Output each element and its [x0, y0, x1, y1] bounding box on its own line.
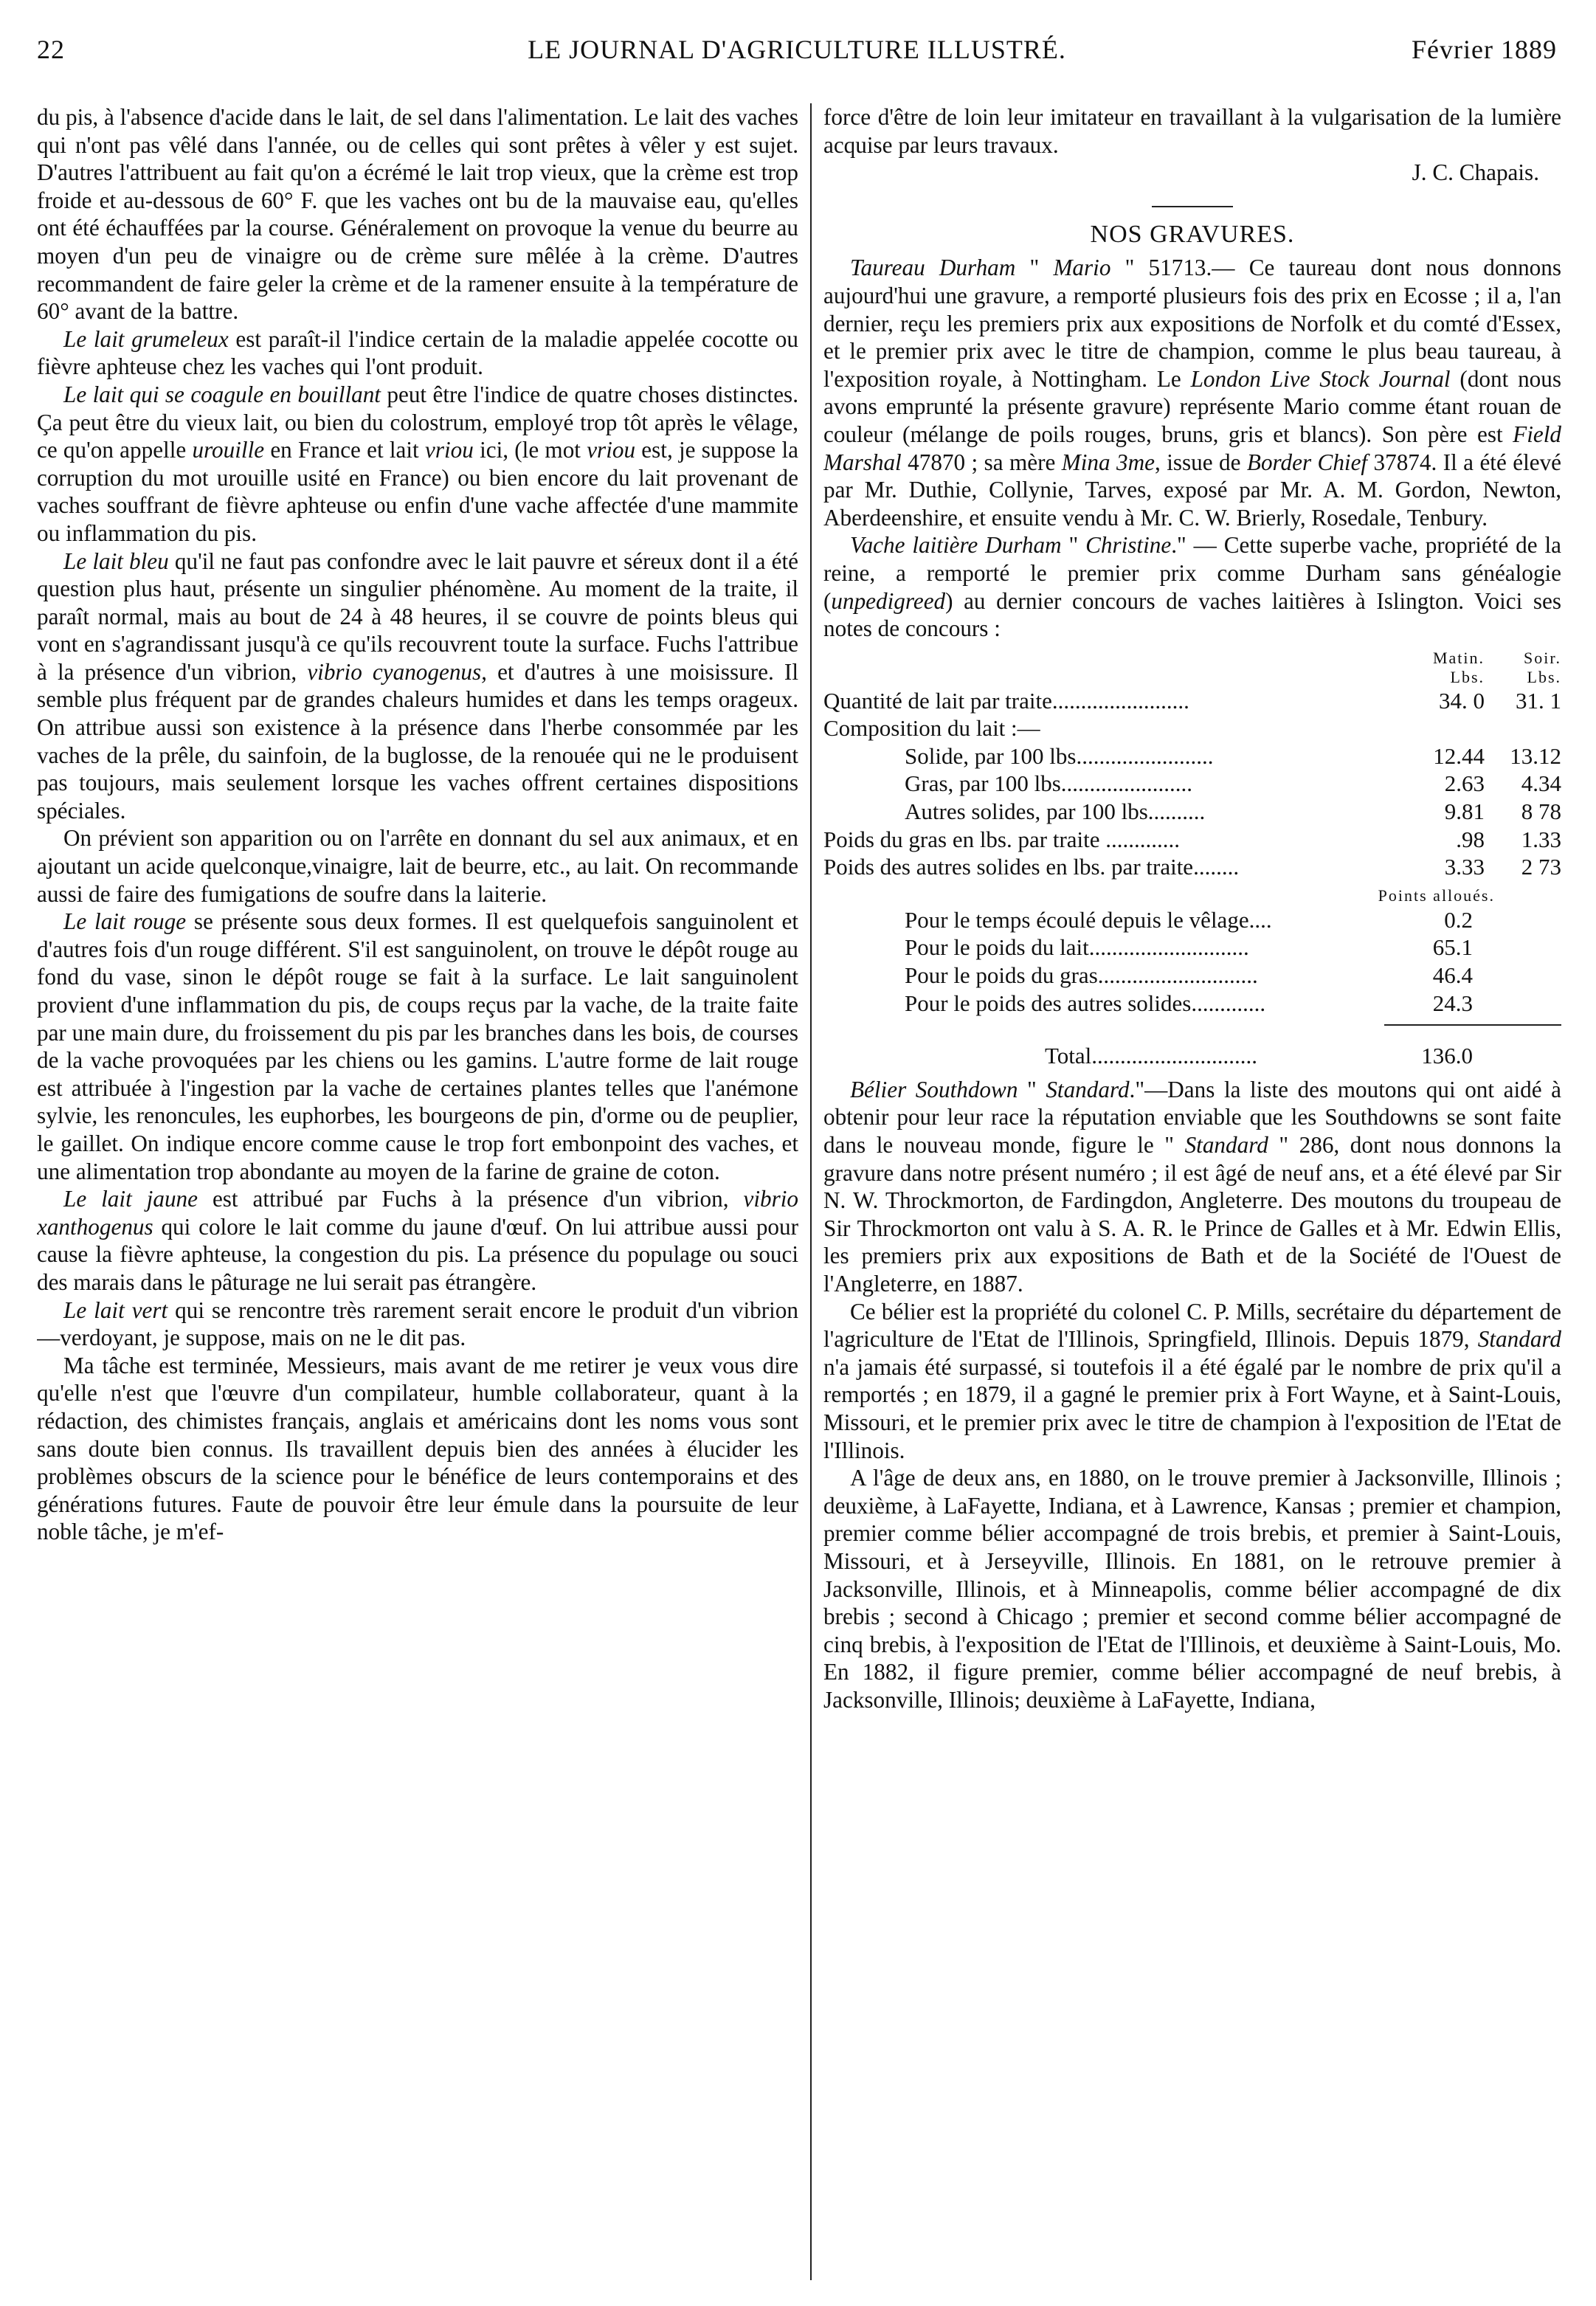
text-segment: du pis, à l'absence d'acide dans le lait, de sel dans l'alimentation. Le lait des vaches qui n'ont pas vêlé dans l'année, ou de celles qui sont prêtes à vêler y est sujet. D'autres l'attribuent au fait qu'on a écrémé le lait trop vieux, que la crème est trop froide et au-dessous de 60° F. que les vaches ont bu de la mauvaise eau, qu'elles ont été échauffées par la course. Généralement on provoque la venue du beurre au moyen d'un peu de vinaigre ou de crème sure mêlée à la crème. D'autres recommandent de faire geler la crème et de la ramener ensuite à la température de 60° avant de la battre. [37, 104, 798, 325]
column-divider [810, 103, 812, 2280]
italic-text: Bélier Southdown [850, 1076, 1018, 1102]
matin-value: 9.81 [1444, 798, 1485, 825]
text-segment: et d'autres à une moisissure. Il semble plus fréquent par de grandes chaleurs humides et dans les temps orageux. On attribue aussi son existence à la présence dans l'herbe consommée par les vaches de la prêle, du sainfoin, de la buglosse, de la renouée qui ne le produisent pas toujours, mais seulement lorsque les vaches offrent certaines dispositions spéciales. [37, 658, 798, 824]
paragraph [37, 1352, 798, 1546]
points-row [823, 906, 1561, 934]
text-segment: peut être l'indice de quatre choses distinctes. Ça peut être du vieux lait, ou bien du colostrum, employé trop tôt après le vêlage, ce qu'on appelle [37, 381, 798, 463]
points-label: Pour le poids du gras............................ [905, 962, 1258, 989]
table-row [823, 853, 1561, 881]
soir-value: 4.34 [1521, 770, 1561, 797]
text-segment: est, je suppose la corruption du mot urouille usité en France) ou bien encore du lait provenant de vaches souffrant de fièvre aphteuse ou enfin d'une vache affectée d'une mammite ou inflammation du pis. [37, 437, 798, 546]
matin-value: 2.63 [1444, 770, 1485, 797]
points-label: Pour le poids du lait............................ [905, 934, 1249, 961]
soir-value: 1.33 [1521, 826, 1561, 852]
total-value: 136.0 [1421, 1043, 1473, 1069]
italic-text: Border Chief [1246, 449, 1368, 475]
paragraph [37, 1297, 798, 1352]
italic-text: Le lait vert [63, 1297, 168, 1323]
soir-value: 2 73 [1521, 854, 1561, 880]
text-segment: A l'âge de deux ans, en 1880, on le trouve premier à Jacksonville, Illinois ; deuxième, à LaFayette, Indiana, et à Lawrence, Kansas ; premier et champion, premier comme bélier accompagné de trois brebis, et premier à Saint-Louis, Missouri, et à Jerseyville, Illinois. En 1881, on le retrouve premier à Jacksonville, Illinois, et à Minneapolis, comme bélier accompagné de dix brebis ; second à Chicago ; premier et second comme bélier accompagné de cinq brebis, à l'exposition de l'Etat de l'Illinois, et deuxième à Saint-Louis, Mo. En 1882, il figure premier, comme bélier accompagné de neuf brebis, à Jacksonville, Illinois; deuxième à LaFayette, Indiana, [823, 1465, 1561, 1713]
table-row [823, 826, 1561, 854]
journal-title: LE JOURNAL D'AGRICULTURE ILLUSTRÉ. [528, 35, 1066, 64]
text-segment: se présente sous deux formes. Il est quelquefois sanguinolent et d'autres fois d'un rouge différent. S'il est sanguinolent, on trouve le dépôt rouge au fond du vase, sinon le dépôt rouge se fait à la surface. Le lait sanguinolent provient d'une inflammation du pis, de coups reçus par la vache, de la traite faite par une main dure, du froissement du pis par les branches dans les bois, de courses de la vache provoquées par les chiens ou les gamins. L'autre forme de lait rouge est attribuée à l'ingestion par la vache de certaines plantes telles que l'anémone sylvie, les renoncules, les euphorbes, les bourgeons de pin, d'orme ou de peuplier, le gaillet. On indique encore comme cause le trop fort embonpoint des vaches, et une alimentation trop abondante au moyen de la farine de graine de coton. [37, 908, 798, 1184]
text-segment: qui se rencontre très rarement serait encore le produit d'un vibrion—verdoyant, je suppose, mais on ne le dit pas. [37, 1297, 798, 1351]
points-row [823, 962, 1561, 990]
text-segment: en France et lait [264, 437, 425, 463]
page-header [37, 21, 1557, 72]
text-segment: est attribué par Fuchs à la présence d'un vibrion, [197, 1186, 744, 1212]
italic-text: Vache laitière Durham [850, 532, 1062, 559]
text-segment: Ce bélier est la propriété du colonel C. P. Mills, secrétaire du département de l'agriculture de l'Etat de l'Illinois, Springfield, Illinois. Depuis 1879, [823, 1298, 1561, 1353]
table-row [823, 714, 1561, 742]
continuation-paragraph: force d'être de loin leur imitateur en travaillant à la vulgarisation de la lumière acquise par leurs travaux. [823, 104, 1561, 158]
paragraph [37, 103, 798, 325]
matin-value: 3.33 [1444, 854, 1485, 880]
paragraph [37, 325, 798, 381]
text-segment: Ma tâche est terminée, Messieurs, mais avant de me retirer je veux vous dire qu'elle n'est que l'œuvre d'un compilateur, humble collaborateur, quant à la rédaction, des chimistes français, anglais et américains dont les noms vous sont sans doute bien connus. Ils travaillent depuis bien des années à élucider les problèmes obscurs de la science pour le bénéfice de leurs contemporains et des générations futures. Faute de pouvoir être leur émule dans la poursuite de leur noble tâche, je m'ef- [37, 1352, 798, 1545]
text-segment: " 51713.— Ce taureau dont nous donnons aujourd'hui une gravure, a remporté plusieurs fois des prix en Ecosse ; il a, l'an dernier, reçu les premiers prix aux expositions de Norfolk et du comté d'Essex, et le premier prix avec le titre de champion, comme le plus beau taureau, à l'exposition royale, à Nottingham. Le [823, 255, 1561, 392]
italic-text: Le lait bleu [63, 548, 169, 574]
italic-text: Le lait qui se coagule en bouillant [63, 381, 381, 407]
text-segment: n'a jamais été surpassé, si toutefois il a été égalé par le nombre de prix qu'il a remportés ; en 1879, il a gagné le premier prix à Fort Wayne, et à Saint-Louis, Missouri, et le premier prix avec le titre de champion à l'exposition de l'Etat de l'Illinois. [823, 1353, 1561, 1463]
italic-text: Christine [1085, 532, 1172, 559]
soir-value: 31. 1 [1516, 687, 1561, 714]
italic-text: Le lait grumeleux [63, 325, 229, 352]
italic-text: vibrio cyanogenus, [307, 658, 487, 685]
points-row [823, 933, 1561, 962]
points-value: 46.4 [1432, 962, 1473, 989]
paragraph [823, 1076, 1561, 1298]
paragraph [37, 824, 798, 908]
points-label: Pour le poids des autres solides............. [905, 990, 1266, 1016]
section-title: NOS GRAVURES. [1090, 220, 1295, 248]
paragraph [37, 1185, 798, 1296]
text-segment: On prévient son apparition ou on l'arrête en donnant du sel aux animaux, et en ajoutant un acide quelconque,vinaigre, lait de beurre, etc., au lait. On recommande aussi de faire des fumigations de soufre dans la laiterie. [37, 825, 798, 907]
italic-text: Field Marshal [823, 421, 1561, 475]
table-row [823, 742, 1561, 770]
italic-text: Standard [1184, 1132, 1268, 1158]
text-segment: " 286, dont nous donnons la gravure dans notre présent numéro ; il est âgé de neuf ans, et a été élevé par Sir N. W. Throckmorton, de Fardingdon, Angleterre. Des moutons du troupeau de Sir Throckmorton ont valu à S. A. R. le Prince de Galles et à Mr. Edwin Ellis, les premiers prix aux expositions de Bath et de la Société de l'Ouest de l'Angleterre, en 1887. [823, 1132, 1561, 1297]
author-signature: J. C. Chapais. [1412, 159, 1539, 186]
row-label: Gras, par 100 lbs....................... [905, 770, 1193, 797]
header-matin: Matin. Lbs. [1432, 648, 1485, 686]
points-label: Pour le temps écoulé depuis le vêlage.... [905, 906, 1272, 933]
italic-text: London Live Stock Journal [1190, 365, 1451, 392]
italic-text: Mina 3me [1061, 449, 1155, 475]
engravings-paragraphs [823, 254, 1561, 642]
row-label: Solide, par 100 lbs........................ [905, 742, 1214, 769]
italic-text: vriou [424, 437, 474, 463]
text-segment: " [1018, 1076, 1046, 1102]
text-segment: 47870 ; sa mère [901, 449, 1062, 475]
row-label: Composition du lait :— [823, 715, 1040, 742]
text-segment: ) au dernier concours de vaches laitières à Islington. Voici ses notes de concours : [823, 587, 1561, 642]
page-number: 22 [37, 35, 65, 64]
table-row [823, 687, 1561, 715]
italic-text: Le lait rouge [63, 908, 187, 935]
text-segment: qu'il ne faut pas confondre avec le lait pauvre et séreux dont il a été question plus haut, présente un singulier phénomène. Au moment de la traite, il paraît normal, mais au bout de 24 à 48 heures, il se couvre de points bleus qui vont en s'agrandissant jusqu'à ce qu'ils recouvrent toute la surface. Fuchs l'attribue à la présence d'un vibrion, [37, 548, 798, 685]
points-value: 24.3 [1432, 990, 1473, 1016]
total-rule [823, 1017, 1561, 1025]
points-header-row [823, 886, 1561, 906]
text-segment: qui colore le lait comme du jaune d'œuf. On lui attribue aussi pour cause la fièvre aphteuse, la congestion du pis. La présence du populage ou souci des marais dans le pâturage ne lui serait pas étrangère. [37, 1213, 798, 1295]
italic-text: urouille [192, 437, 265, 463]
italic-text: Standard [1477, 1326, 1561, 1353]
row-label: Quantité de lait par traite........................ [823, 687, 1189, 714]
southdown-paragraphs [823, 1076, 1561, 1714]
paragraph [823, 254, 1561, 531]
paragraph [823, 1464, 1561, 1713]
points-value: 0.2 [1444, 906, 1473, 933]
table-row [823, 798, 1561, 826]
text-segment: ici, (le mot [473, 437, 587, 463]
points-total-row [823, 1025, 1561, 1070]
text-segment: , issue de [1155, 449, 1247, 475]
text-segment: ." — Cette superbe vache, propriété de la reine, a remporté le premier prix comme Durham sans généalogie ( [823, 532, 1561, 614]
paragraph [37, 548, 798, 825]
italic-text: vibrio xanthogenus [37, 1186, 798, 1240]
soir-value [1485, 714, 1561, 742]
left-column [37, 103, 798, 2280]
text-segment: ."—Dans la liste des moutons qui ont aidé à obtenir pour leur race la réputation enviable que les Southdowns se sont faite dans le nouveau monde, figure le " [823, 1076, 1561, 1158]
text-segment: (dont nous avons emprunté la présente gravure) représente Mario comme étant rouan de couleur (mélange de poils rouges, bruns, gris et blancs). Son père est [823, 365, 1561, 447]
paragraph [823, 1298, 1561, 1465]
matin-value: .98 [1456, 826, 1485, 852]
header-soir: Soir. Lbs. [1524, 648, 1561, 686]
italic-text: Mario [1053, 255, 1111, 281]
matin-value: 34. 0 [1439, 687, 1485, 714]
points-value: 65.1 [1432, 934, 1473, 961]
paragraph [37, 381, 798, 548]
text-segment: " [1061, 532, 1086, 559]
row-label: Poids du gras en lbs. par traite ............. [823, 826, 1181, 852]
italic-text: unpedigreed [831, 587, 946, 614]
text-segment: est paraît-il l'indice certain de la maladie appelée cocotte ou fièvre aphteuse chez les vaches qui l'ont produit. [37, 325, 798, 380]
paragraph [823, 531, 1561, 642]
italic-text: Standard [1046, 1076, 1130, 1102]
points-table [823, 886, 1561, 1070]
italic-text: Taureau Durham [850, 255, 1016, 281]
matin-value: 12.44 [1433, 742, 1485, 769]
points-header: Points alloués. [1378, 886, 1495, 905]
milk-scores-table [823, 649, 1561, 881]
points-row [823, 990, 1561, 1018]
issue-date: Février 1889 [1412, 35, 1557, 64]
italic-text: Le lait jaune [63, 1186, 198, 1212]
row-label: Poids des autres solides en lbs. par traite........ [823, 854, 1240, 880]
row-label: Autres solides, par 100 lbs.......... [905, 798, 1206, 825]
matin-value [1418, 714, 1485, 742]
soir-value: 13.12 [1510, 742, 1561, 769]
italic-text: vriou [587, 437, 636, 463]
paragraph [37, 908, 798, 1185]
table-row [823, 770, 1561, 798]
right-column [823, 103, 1561, 2280]
section-rule [1152, 206, 1233, 207]
total-label: Total............................. [1045, 1042, 1258, 1069]
text-segment: 37874. Il a été élevé par Mr. Duthie, Collynie, Tarves, exposé par Mr. A. M. Gordon, Newton, Aberdeenshire, et ensuite vendu à Mr. C. W. Brierly, Rosedale, Tenbury. [823, 449, 1561, 531]
soir-value: 8 78 [1521, 798, 1561, 825]
text-segment: " [1015, 255, 1054, 281]
table-header-row [823, 649, 1561, 687]
